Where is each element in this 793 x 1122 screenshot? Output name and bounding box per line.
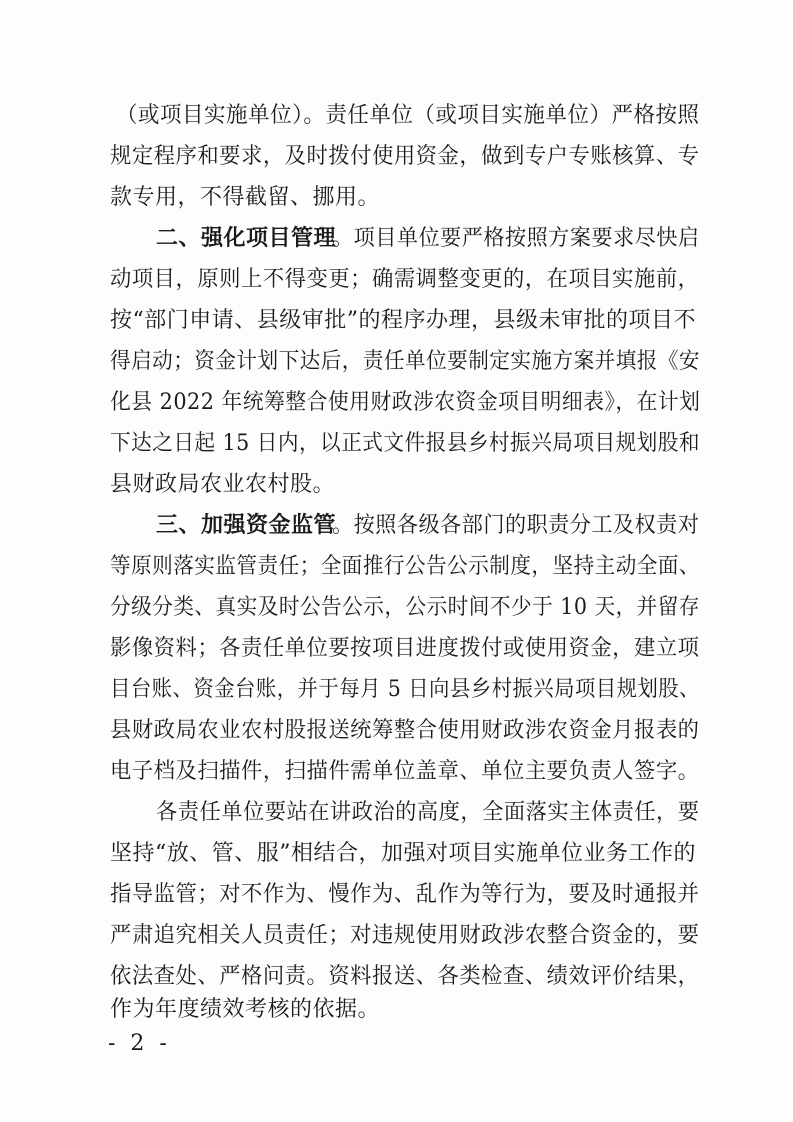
section-3-line — [0, 588, 793, 628]
paragraph-1-line — [0, 137, 793, 177]
text-line: 目台账、资金台账，并于每月 5 日向县乡村振兴局项目规划股、 — [110, 677, 700, 702]
text-line: 县财政局农业农村股报送统筹整合使用财政涉农资金月报表的 — [110, 718, 700, 743]
paragraph-4-line — [0, 916, 793, 956]
text-line: 各责任单位要站在讲政治的高度，全面落实主体责任，要 — [156, 800, 700, 825]
text-line: 县财政局农业农村股。 — [110, 472, 336, 497]
section-2-first-line — [0, 219, 793, 259]
section-3-first-line — [0, 506, 793, 546]
section-2-heading: 二、强化项目管理 — [156, 226, 337, 251]
text-line: 化县 2022 年统筹整合使用财政涉农资金项目明细表》，在计划 — [110, 390, 701, 415]
paragraph-4-line — [0, 834, 793, 874]
text-line: 动项目，原则上不得变更；确需调整变更的，在项目实施前， — [110, 267, 700, 292]
text-line: 作为年度绩效考核的依据。 — [110, 997, 381, 1022]
text-line: 指导监管；对不作为、慢作为、乱作为等行为，要及时通报并 — [110, 882, 700, 907]
text-line: 依法查处、严格问责。资料报送、各类检查、绩效评价结果， — [110, 964, 700, 989]
section-2-line — [0, 383, 793, 423]
section-3-line — [0, 547, 793, 587]
text-line: 。项目单位要严格按照方案要求尽快启 — [332, 226, 700, 251]
paragraph-1-line — [0, 96, 793, 136]
text-line: 得启动；资金计划下达后，责任单位要制定实施方案并填报《安 — [110, 349, 701, 374]
text-line: 。按照各级各部门的职责分工及权责对 — [332, 513, 700, 538]
text-line: 分级分类、真实及时公告公示，公示时间不少于 10 天，并留存 — [110, 595, 700, 620]
section-3-line — [0, 629, 793, 669]
section-3-heading: 三、加强资金监管 — [156, 513, 337, 538]
paragraph-4-line — [0, 875, 793, 915]
text-line: 下达之日起 15 日内，以正式文件报县乡村振兴局项目规划股和 — [110, 431, 700, 456]
text-line: 坚持“放、管、服”相结合，加强对项目实施单位业务工作的 — [110, 841, 696, 866]
paragraph-4-line — [0, 793, 793, 833]
section-3-line — [0, 711, 793, 751]
section-2-line — [0, 424, 793, 464]
text-line: 规定程序和要求，及时拨付使用资金，做到专户专账核算、专 — [110, 144, 700, 169]
paragraph-1-line — [0, 178, 793, 218]
section-3-line — [0, 752, 793, 792]
text-line: （或项目实施单位）。责任单位（或项目实施单位）严格按照 — [116, 103, 700, 128]
text-line: 电子档及扫描件，扫描件需单位盖章、单位主要负责人签字。 — [110, 759, 700, 784]
page-number: - 2 - — [108, 1031, 171, 1056]
text-line: 款专用，不得截留、挪用。 — [110, 185, 381, 210]
section-2-line — [0, 342, 793, 382]
section-3-line — [0, 670, 793, 710]
section-2-line — [0, 465, 793, 505]
text-line: 等原则落实监管责任；全面推行公告公示制度，坚持主动全面、 — [110, 554, 701, 579]
text-line: 按“部门申请、县级审批”的程序办理，县级未审批的项目不 — [110, 308, 696, 333]
section-2-line — [0, 260, 793, 300]
text-line: 严肃追究相关人员责任；对违规使用财政涉农整合资金的，要 — [110, 923, 700, 948]
text-line: 影像资料；各责任单位要按项目进度拨付或使用资金，建立项 — [110, 636, 700, 661]
section-2-line — [0, 301, 793, 341]
